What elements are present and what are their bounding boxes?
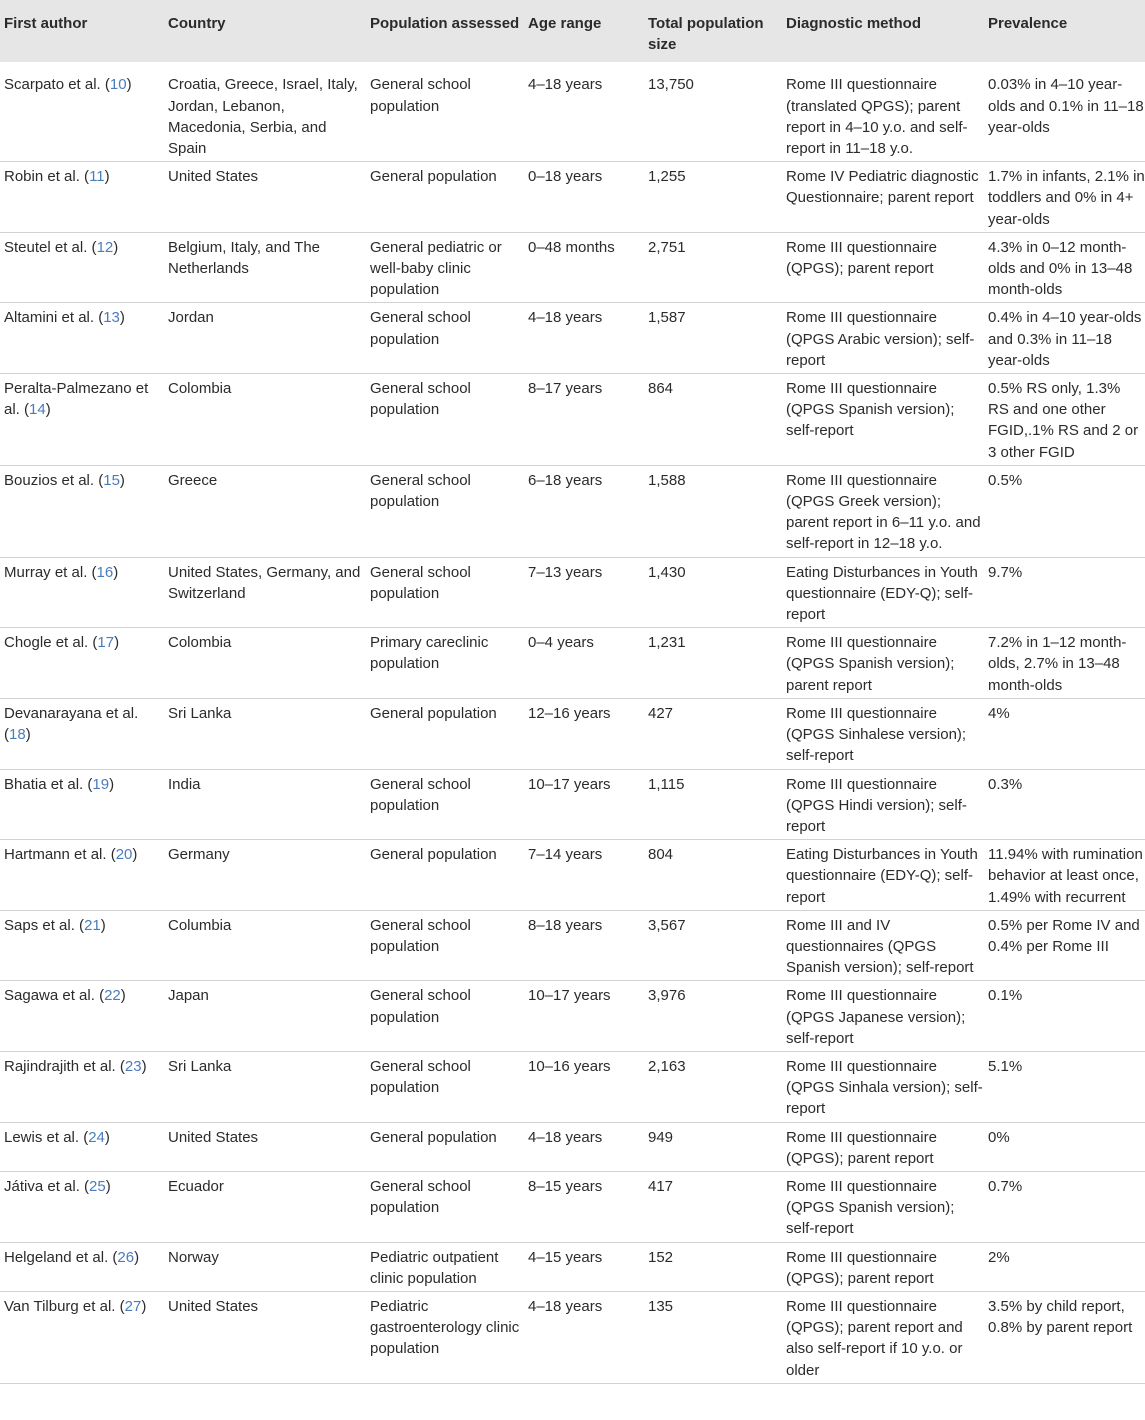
cell-diagnostic-method: Eating Disturbances in Youth questionnaire (EDY-Q); self-report: [786, 563, 978, 624]
cell-population: General school population: [370, 1177, 471, 1217]
cell-population-size: 864: [648, 380, 674, 398]
cell-first-author: Altamini et al. (13): [4, 309, 125, 327]
cell-diagnostic-method: Rome III questionnaire (QPGS); parent report: [786, 1248, 937, 1287]
cell-first-author: Sagawa et al. (22): [4, 987, 126, 1005]
cell-age-range: 10–17 years: [528, 775, 611, 793]
cell-population-size: 427: [648, 704, 674, 722]
cell-country: Belgium, Italy, and The Netherlands: [168, 238, 321, 278]
cell-prevalence: 2%: [988, 1248, 1010, 1266]
cell-population-size: 804: [648, 846, 674, 864]
cell-population: Primary careclinic population: [370, 634, 489, 673]
cell-population-size: 1,430: [648, 563, 686, 581]
cell-prevalence: 4%: [988, 704, 1010, 722]
author-name: Van Tilburg et al.: [4, 1297, 116, 1315]
cell-diagnostic-method: Rome III questionnaire (QPGS); parent report: [786, 238, 937, 278]
cell-prevalence: 5.1%: [988, 1057, 1023, 1075]
header-first-author: First author: [4, 15, 88, 32]
cell-age-range: 10–16 years: [528, 1057, 611, 1075]
cell-first-author: Steutel et al. (12): [4, 238, 119, 256]
cell-prevalence: 0%: [988, 1128, 1010, 1146]
reference-link[interactable]: 10: [109, 76, 127, 94]
cell-population-size: 3,567: [648, 916, 686, 934]
cell-population: General school population: [370, 563, 471, 602]
cell-first-author: Peralta-Palmezano et al. (14): [4, 380, 149, 419]
cell-country: Colombia: [168, 380, 232, 398]
cell-population: General school population: [370, 916, 471, 955]
cell-country: Croatia, Greece, Israel, Italy, Jordan, Lebanon, Macedonia, Serbia, and Spain: [168, 76, 358, 158]
cell-diagnostic-method: Rome III questionnaire (QPGS Spanish version); parent report: [786, 634, 955, 694]
cell-population: General school population: [370, 775, 471, 814]
cell-age-range: 4–18 years: [528, 1297, 603, 1315]
table-row: [0, 557, 1145, 628]
cell-country: Jordan: [168, 309, 214, 327]
cell-population-size: 2,751: [648, 238, 686, 256]
cell-first-author: Bouzios et al. (15): [4, 471, 125, 489]
cell-first-author: Murray et al. (16): [4, 563, 119, 581]
cell-population-size: 1,231: [648, 634, 686, 652]
table-row: [0, 698, 1145, 769]
cell-population: General population: [370, 846, 497, 864]
reference-link[interactable]: 11: [89, 168, 105, 186]
cell-prevalence: 0.5% RS only, 1.3% RS and one other FGID,.1% RS and 2 or 3 other FGID: [988, 380, 1139, 461]
cell-first-author: Robin et al. (11): [4, 168, 110, 186]
cell-population: General school population: [370, 987, 471, 1026]
author-name: Scarpato et al.: [4, 76, 101, 94]
cell-first-author: Saps et al. (21): [4, 916, 106, 934]
cell-country: Greece: [168, 471, 218, 489]
cell-diagnostic-method: Rome III and IV questionnaires (QPGS Spanish version); self-report: [786, 916, 974, 977]
cell-first-author: Scarpato et al. (10): [4, 76, 132, 94]
author-name: Altamini et al.: [4, 309, 95, 327]
cell-population-size: 2,163: [648, 1057, 686, 1075]
header-prevalence: Prevalence: [988, 15, 1068, 32]
cell-age-range: 4–15 years: [528, 1248, 603, 1266]
reference-link[interactable]: 17: [97, 634, 115, 652]
cell-prevalence: 1.7% in infants, 2.1% in toddlers and 0% in 4+ year-olds: [988, 168, 1145, 228]
cell-prevalence: 0.3%: [988, 775, 1023, 793]
cell-age-range: 0–48 months: [528, 238, 615, 256]
author-name: Bhatia et al.: [4, 775, 84, 793]
cell-prevalence: 7.2% in 1–12 month-olds, 2.7% in 13–48 month-olds: [988, 634, 1127, 694]
cell-diagnostic-method: Rome III questionnaire (QPGS Arabic version); self-report: [786, 309, 975, 369]
cell-prevalence: 9.7%: [988, 563, 1023, 581]
author-name: Peralta-Palmezano et al.: [4, 380, 149, 419]
table-row: [0, 981, 1145, 1052]
cell-first-author: Bhatia et al. (19): [4, 775, 115, 793]
cell-first-author: Devanarayana et al. (18): [4, 704, 139, 744]
cell-population: General school population: [370, 1057, 471, 1097]
author-name: Játiva et al.: [4, 1177, 80, 1195]
table-header-row: [0, 0, 1145, 62]
cell-population: General population: [370, 168, 497, 186]
cell-first-author: Chogle et al. (17): [4, 634, 120, 652]
cell-country: United States: [168, 168, 259, 186]
table-row: [0, 232, 1145, 303]
reference-link[interactable]: 16: [96, 563, 114, 581]
reference-link[interactable]: 14: [29, 401, 46, 419]
cell-diagnostic-method: Rome III questionnaire (QPGS Spanish version); self-report: [786, 1177, 955, 1238]
header-population-assessed: Population assessed: [370, 15, 520, 32]
table-row: [0, 1291, 1145, 1383]
cell-prevalence: 0.5%: [988, 471, 1023, 489]
cell-country: United States: [168, 1297, 259, 1315]
cell-first-author: Hartmann et al. (20): [4, 846, 138, 864]
cell-country: United States, Germany, and Switzerland: [168, 563, 361, 602]
cell-prevalence: 0.7%: [988, 1177, 1023, 1195]
author-name: Sagawa et al.: [4, 987, 95, 1005]
reference-link[interactable]: 24: [88, 1128, 105, 1146]
cell-population-size: 949: [648, 1128, 674, 1146]
table-row: [0, 303, 1145, 374]
cell-population-size: 135: [648, 1297, 674, 1315]
cell-population: General school population: [370, 380, 471, 419]
cell-age-range: 6–18 years: [528, 471, 603, 489]
cell-age-range: 8–15 years: [528, 1177, 603, 1195]
reference-link[interactable]: 25: [89, 1177, 106, 1195]
table-row: [0, 1171, 1145, 1242]
table-body: [0, 62, 1145, 1383]
cell-age-range: 0–4 years: [528, 634, 594, 652]
table-row: [0, 1242, 1145, 1291]
cell-population: Pediatric outpatient clinic population: [370, 1248, 499, 1287]
cell-population-size: 1,587: [648, 309, 686, 327]
reference-link[interactable]: 21: [84, 916, 101, 934]
reference-link[interactable]: 19: [92, 775, 110, 793]
cell-age-range: 7–13 years: [528, 563, 603, 581]
cell-first-author: Játiva et al. (25): [4, 1177, 111, 1195]
cell-population-size: 152: [648, 1248, 674, 1266]
cell-population-size: 13,750: [648, 76, 694, 94]
cell-population-size: 1,115: [648, 775, 685, 793]
author-name: Hartmann et al.: [4, 846, 107, 864]
cell-age-range: 12–16 years: [528, 704, 611, 722]
table-row: [0, 374, 1145, 466]
author-name: Saps et al.: [4, 916, 75, 934]
cell-country: Colombia: [168, 634, 232, 652]
cell-diagnostic-method: Rome III questionnaire (QPGS Hindi version); self-report: [786, 775, 967, 835]
cell-diagnostic-method: Rome IV Pediatric diagnostic Questionnaire; parent report: [786, 168, 979, 207]
header-country: Country: [168, 15, 226, 32]
reference-link[interactable]: 27: [124, 1297, 142, 1315]
cell-country: Sri Lanka: [168, 704, 232, 722]
reference-link[interactable]: 12: [96, 238, 114, 256]
reference-link[interactable]: 22: [104, 987, 121, 1005]
cell-prevalence: 0.03% in 4–10 year-olds and 0.1% in 11–18 year-olds: [988, 76, 1144, 136]
cell-population-size: 3,976: [648, 987, 686, 1005]
cell-first-author: Van Tilburg et al. (27): [4, 1297, 147, 1315]
table-row: [0, 769, 1145, 840]
cell-country: Germany: [168, 846, 230, 864]
cell-diagnostic-method: Rome III questionnaire (QPGS); parent report and also self-report if 10 y.o. or older: [786, 1297, 963, 1379]
cell-first-author: Helgeland et al. (26): [4, 1248, 140, 1266]
author-name: Chogle et al.: [4, 634, 89, 652]
author-name: Robin et al.: [4, 168, 80, 186]
cell-population-size: 417: [648, 1177, 674, 1195]
cell-population-size: 1,588: [648, 471, 686, 489]
table-row: [0, 628, 1145, 699]
cell-first-author: Lewis et al. (24): [4, 1128, 110, 1146]
cell-age-range: 0–18 years: [528, 168, 603, 186]
author-name: Helgeland et al.: [4, 1248, 109, 1266]
header-age-range: Age range: [528, 15, 602, 32]
cell-population: Pediatric gastroenterology clinic population: [370, 1297, 520, 1358]
cell-prevalence: 0.5% per Rome IV and 0.4% per Rome III: [988, 916, 1140, 955]
table-row: [0, 1122, 1145, 1171]
cell-population: General school population: [370, 471, 471, 511]
cell-prevalence: 0.1%: [988, 987, 1023, 1005]
cell-age-range: 10–17 years: [528, 987, 611, 1005]
cell-diagnostic-method: Rome III questionnaire (translated QPGS); parent report in 4–10 y.o. and self-report in 11–18 y.o.: [786, 76, 968, 158]
cell-population: General school population: [370, 76, 471, 115]
cell-country: Japan: [168, 987, 209, 1005]
cell-diagnostic-method: Rome III questionnaire (QPGS Japanese version); self-report: [786, 987, 966, 1047]
cell-country: United States: [168, 1128, 259, 1146]
cell-population: General population: [370, 1128, 497, 1146]
reference-link[interactable]: 26: [117, 1248, 135, 1266]
cell-diagnostic-method: Rome III questionnaire (QPGS Greek version); parent report in 6–11 y.o. and self-report in 12–18 y.o.: [786, 471, 981, 553]
cell-country: Norway: [168, 1248, 219, 1266]
author-name: Murray et al.: [4, 563, 88, 581]
header-diagnostic-method: Diagnostic method: [786, 15, 922, 32]
table-row: [0, 1051, 1145, 1122]
cell-diagnostic-method: Rome III questionnaire (QPGS Spanish version); self-report: [786, 380, 955, 440]
author-name: Steutel et al.: [4, 238, 88, 256]
cell-prevalence: 3.5% by child report, 0.8% by parent report: [988, 1297, 1133, 1337]
table-row: [0, 465, 1145, 557]
table-row: [0, 910, 1145, 981]
cell-age-range: 8–18 years: [528, 916, 603, 934]
cell-age-range: 8–17 years: [528, 380, 603, 398]
reference-link[interactable]: 18: [9, 726, 26, 744]
cell-population: General school population: [370, 309, 471, 348]
cell-first-author: Rajindrajith et al. (23): [4, 1057, 147, 1075]
reference-link[interactable]: 20: [115, 846, 133, 864]
cell-prevalence: 4.3% in 0–12 month-olds and 0% in 13–48 month-olds: [988, 238, 1133, 299]
reference-link[interactable]: 15: [103, 471, 120, 489]
cell-population: General pediatric or well-baby clinic population: [370, 238, 502, 299]
cell-diagnostic-method: Rome III questionnaire (QPGS Sinhala version); self-report: [786, 1057, 983, 1118]
cell-age-range: 4–18 years: [528, 309, 603, 327]
cell-country: Sri Lanka: [168, 1057, 232, 1075]
table-row: [0, 840, 1145, 911]
table-row: [0, 162, 1145, 233]
cell-population-size: 1,255: [648, 168, 686, 186]
cell-diagnostic-method: Eating Disturbances in Youth questionnaire (EDY-Q); self-report: [786, 846, 978, 906]
cell-age-range: 4–18 years: [528, 1128, 603, 1146]
cell-country: India: [168, 775, 201, 793]
cell-country: Columbia: [168, 916, 232, 934]
header-total-population-size: Total population size: [648, 15, 764, 54]
cell-country: Ecuador: [168, 1177, 224, 1195]
cell-population: General population: [370, 704, 497, 722]
author-name: Devanarayana et al.: [4, 704, 139, 722]
reference-link[interactable]: 13: [103, 309, 120, 327]
cell-age-range: 7–14 years: [528, 846, 603, 864]
author-name: Bouzios et al.: [4, 471, 95, 489]
cell-age-range: 4–18 years: [528, 76, 603, 94]
cell-diagnostic-method: Rome III questionnaire (QPGS); parent report: [786, 1128, 937, 1167]
reference-link[interactable]: 23: [124, 1057, 142, 1075]
cell-prevalence: 11.94% with rumination behavior at least once, 1.49% with recurrent: [988, 846, 1143, 906]
cell-prevalence: 0.4% in 4–10 year-olds and 0.3% in 11–18 year-olds: [988, 309, 1142, 369]
author-name: Rajindrajith et al.: [4, 1057, 116, 1075]
table-row: [0, 62, 1145, 161]
cell-diagnostic-method: Rome III questionnaire (QPGS Sinhalese version); self-report: [786, 704, 967, 765]
author-name: Lewis et al.: [4, 1128, 80, 1146]
